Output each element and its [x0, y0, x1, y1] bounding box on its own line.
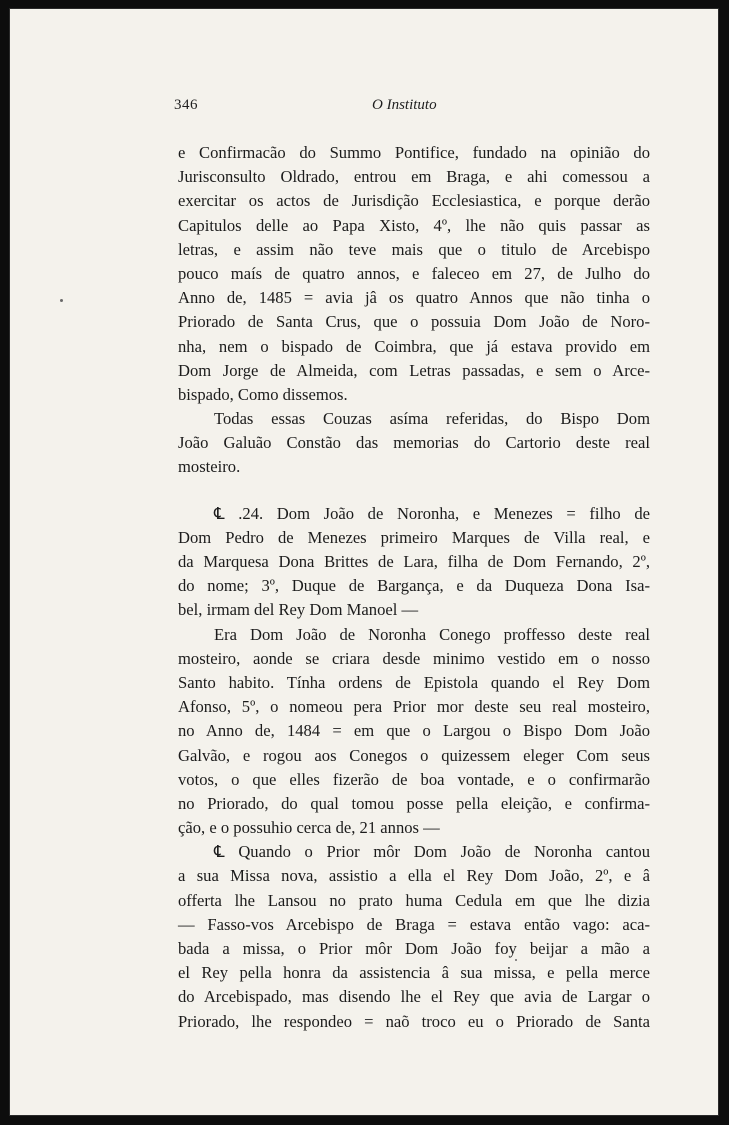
- text-line: Priorado, lhe respondeo = naõ troco eu o Priorado de Santa: [178, 1011, 650, 1031]
- text-line: e Confirmacão do Summo Pontifice, fundado na opinião do: [178, 143, 650, 162]
- running-title: O Instituto: [372, 97, 437, 113]
- text-body: [178, 141, 650, 1034]
- text-line: bel, irmam del Rey Dom Manoel —: [178, 600, 419, 620]
- scanned-page: [9, 8, 719, 1116]
- text-line: ção, e o possuhio cerca de, 21 annos —: [178, 818, 440, 838]
- text-line: no Priorado, do qual tomou posse pella eleição, e confirma-: [178, 793, 650, 813]
- text-line: Era Dom João de Noronha Conego proffesso deste real: [214, 624, 650, 644]
- paragraph-5: [178, 840, 650, 1034]
- text-line: ℄ .24. Dom João de Noronha, e Menezes = filho de: [214, 503, 650, 523]
- text-line: ℄ Quando o Prior môr Dom João de Noronha cantou: [214, 842, 650, 862]
- text-line: Capitulos delle ao Papa Xisto, 4º, lhe não quis passar as: [178, 215, 650, 235]
- text-line: bada a missa, o Prior môr Dom João foy beijar a mão a: [178, 939, 650, 958]
- text-line: do nome; 3º, Duque de Bargança, e da Duqueza Dona Isa-: [178, 576, 650, 596]
- text-line: Afonso, 5º, o nomeou pera Prior mor deste seu real mosteiro,: [178, 697, 650, 717]
- text-line: Dom Pedro de Menezes primeiro Marques de Villa real, e: [178, 527, 650, 547]
- text-line: mosteiro, aonde se criara desde minimo vestido em o nosso: [178, 648, 650, 668]
- text-line: offerta lhe Lansou no prato huma Cedula em que lhe dizia: [178, 890, 650, 910]
- text-line: no Anno de, 1484 = em que o Largou o Bispo Dom João: [178, 721, 650, 741]
- text-line: — Fasso-vos Arcebispo de Braga = estava então vago: aca-: [178, 914, 650, 934]
- text-line: nha, nem o bispado de Coimbra, que já estava provido em: [178, 336, 650, 356]
- text-line: Dom Jorge de Almeida, com Letras passadas, e sem o Arce-: [178, 360, 650, 380]
- page-number: 346: [174, 97, 198, 113]
- text-line: letras, e assim não teve mais que o titulo de Arcebispo: [178, 239, 650, 259]
- text-line: Galvão, e rogou aos Conegos o quizessem eleger Com seus: [178, 745, 650, 765]
- text-line: do Arcebispado, mas disendo lhe el Rey que avia de Largar o: [178, 987, 650, 1007]
- text-line: mosteiro.: [178, 457, 241, 477]
- text-line: el Rey pella honra da assistencia â sua missa, e pella merce: [178, 963, 650, 983]
- text-line: Todas essas Couzas asíma referidas, do Bispo Dom: [214, 409, 650, 429]
- text-line: Jurisconsulto Oldrado, entrou em Braga, e ahi comessou a: [178, 167, 650, 187]
- text-line: exercitar os actos de Jurisdição Ecclesiastica, e porque derão: [178, 191, 650, 211]
- text-line: João Galuão Constão das memorias do Cartorio deste real: [178, 433, 650, 453]
- text-line: bispado, Como dissemos.: [178, 384, 348, 404]
- page-header: [174, 97, 650, 121]
- text-line: votos, o que elles fizerão de boa vontade, e o confirmarão: [178, 769, 650, 789]
- scan-speck: [60, 299, 63, 302]
- text-line: da Marquesa Dona Brittes de Lara, filha de Dom Fernando, 2º,: [178, 552, 650, 571]
- paragraph-3: [178, 502, 650, 623]
- paragraph-4: [178, 623, 650, 841]
- text-line: Santo habito. Tínha ordens de Epistola quando el Rey Dom: [178, 672, 650, 692]
- text-line: a sua Missa nova, assistio a ella el Rey Dom João, 2º, e â: [178, 866, 650, 886]
- paragraph-1: [178, 141, 650, 407]
- text-line: Priorado de Santa Crus, que o possuia Dom João de Noro-: [178, 312, 650, 332]
- text-line: Anno de, 1485 = avia jâ os quatro Annos que não tinha o: [178, 288, 650, 308]
- paragraph-gap: [178, 480, 650, 502]
- paragraph-2: [178, 407, 650, 480]
- text-line: pouco maís de quatro annos, e faleceo em 27, de Julho do: [178, 263, 650, 283]
